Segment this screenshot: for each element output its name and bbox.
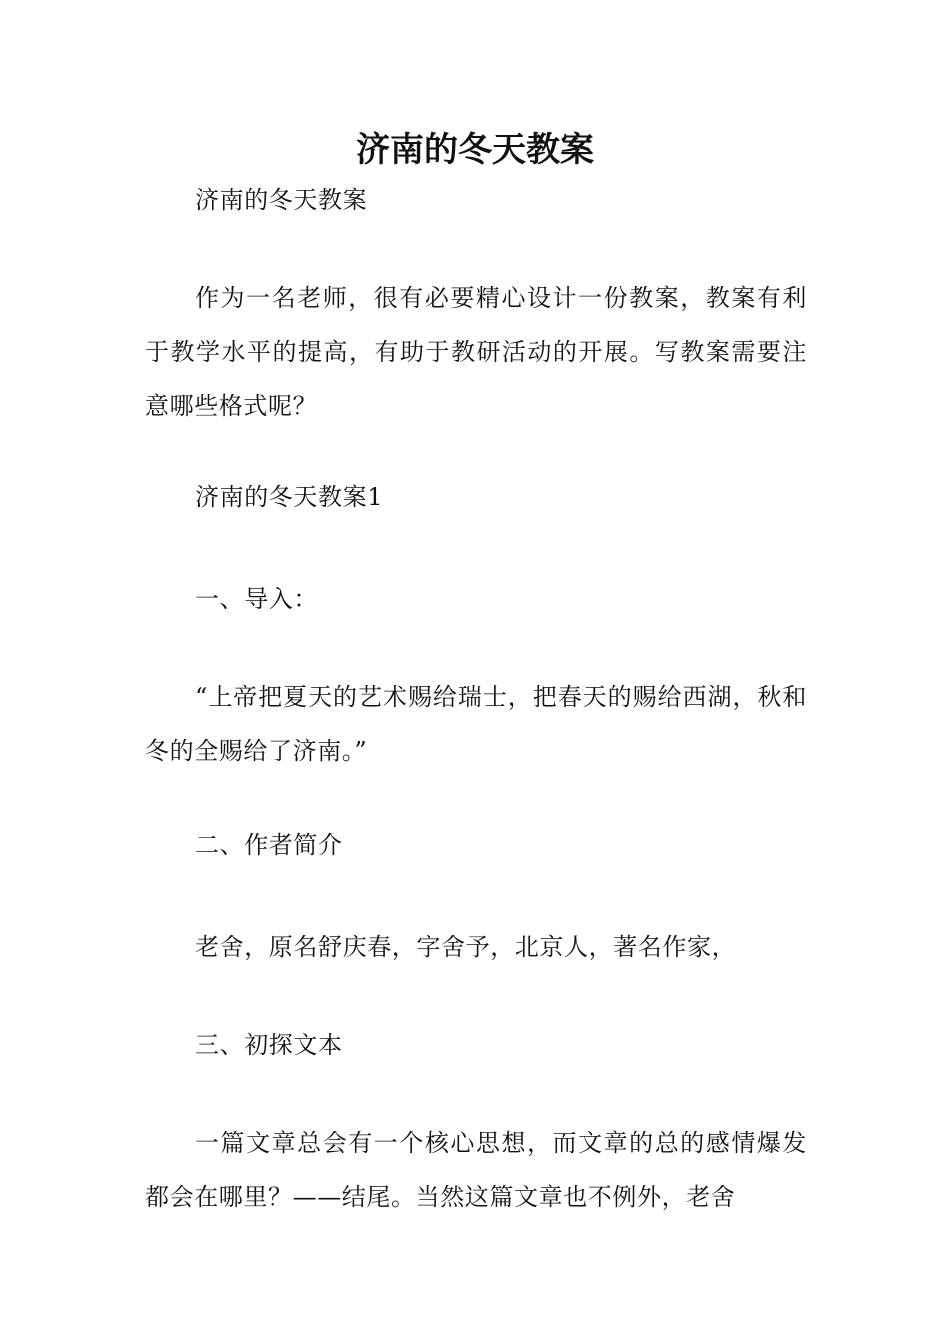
- section-heading-lesson-1: 济南的冬天教案1: [195, 483, 384, 511]
- section-heading-text-exploration: 三、初探文本: [195, 1031, 343, 1059]
- text-exploration-paragraph: 一篇文章总会有一个核心思想，而文章的总的感情爆发都会在哪里？——结尾。当然这篇文章也不例外，老舍: [145, 1129, 807, 1211]
- document-title: 济南的冬天教案: [356, 130, 594, 170]
- section-heading-introduction: 一、导入：: [195, 585, 318, 613]
- quote-paragraph: “上帝把夏天的艺术赐给瑞士，把春天的赐给西湖，秋和冬的全赐给了济南。”: [145, 683, 807, 765]
- section-heading-author: 二、作者简介: [195, 831, 343, 859]
- subtitle-paragraph: 济南的冬天教案: [195, 186, 368, 214]
- intro-paragraph: 作为一名老师，很有必要精心设计一份教案，教案有利于教学水平的提高，有助于教研活动的开展。写教案需要注意哪些格式呢？: [145, 284, 807, 420]
- author-paragraph: 老舍，原名舒庆春，字舍予，北京人，著名作家，: [195, 933, 737, 961]
